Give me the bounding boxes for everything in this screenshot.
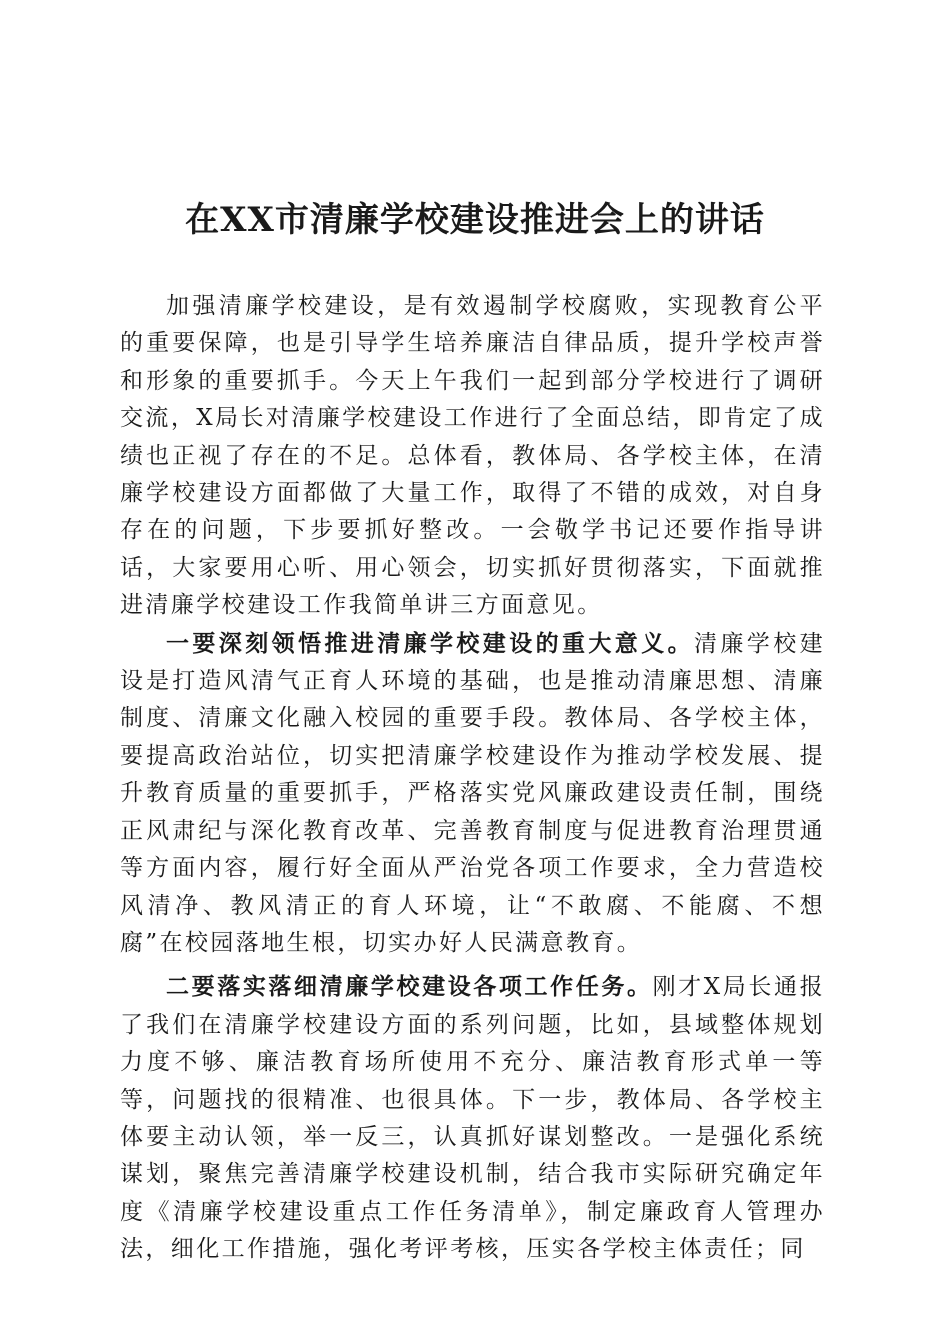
paragraph-intro: [120, 288, 825, 625]
paragraph-point-two: [120, 968, 825, 1268]
paragraph-text: 刚才X局长通报了我们在清廉学校建设方面的系列问题，比如，县域整体规划力度不够、廉洁教育场所使用不充分、廉洁教育形式单一等等，问题找的很精准、也很具体。下一步，教体局、各学校主体要主动认领，举一反三，认真抓好谋划整改。一是强化系统谋划，聚焦完善清廉学校建设机制，结合我市实际研究确定年度《清廉学校建设重点工作任务清单》，制定廉政育人管理办法，细化工作措施，强化考评考核，压实各学校主体责任；同: [120, 974, 825, 1263]
paragraph-text: 加强清廉学校建设，是有效遏制学校腐败，实现教育公平的重要保障，也是引导学生培养廉洁自律品质，提升学校声誉和形象的重要抓手。今天上午我们一起到部分学校进行了调研交流，X局长对清廉学校建设工作进行了全面总结，即肯定了成绩也正视了存在的不足。总体看，教体局、各学校主体，在清廉学校建设方面都做了大量工作，取得了不错的成效，对自身存在的问题，下步要抓好整改。一会敬学书记还要作指导讲话，大家要用心听、用心领会，切实抓好贯彻落实，下面就推进清廉学校建设工作我简单讲三方面意见。: [120, 293, 825, 619]
paragraph-text: 清廉学校建设是打造风清气正育人环境的基础，也是推动清廉思想、清廉制度、清廉文化融入校园的重要手段。教体局、各学校主体，要提高政治站位，切实把清廉学校建设作为推动学校发展、提升教育质量的重要抓手，严格落实党风廉政建设责任制，围绕正风肃纪与深化教育改革、完善教育制度与促进教育治理贯通等方面内容，履行好全面从严治党各项工作要求，全力营造校风清净、教风清正的育人环境，让“不敢腐、不能腐、不想腐”在校园落地生根，切实办好人民满意教育。: [120, 630, 825, 956]
paragraph-point-one: [120, 625, 825, 963]
paragraph-heading: 一要深刻领悟推进清廉学校建设的重大意义。: [166, 629, 694, 657]
document-body: [120, 288, 825, 1269]
document-title: 在XX市清廉学校建设推进会上的讲话: [185, 200, 765, 240]
paragraph-heading: 二要落实落细清廉学校建设各项工作任务。: [166, 973, 653, 1001]
